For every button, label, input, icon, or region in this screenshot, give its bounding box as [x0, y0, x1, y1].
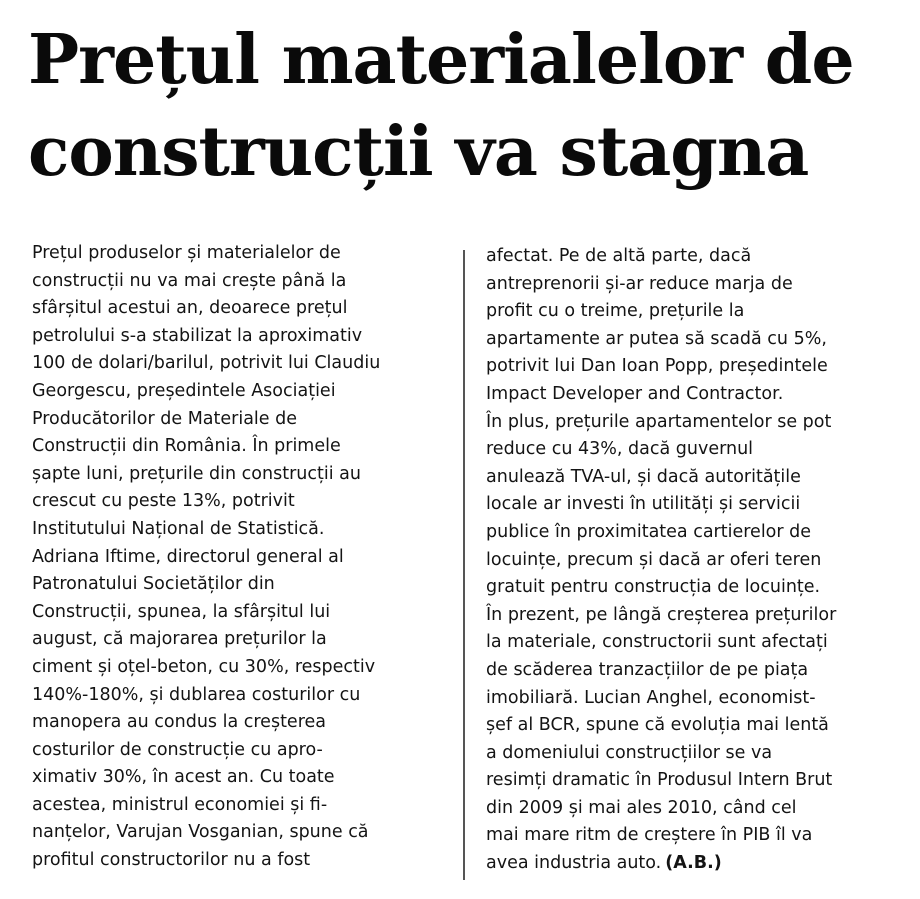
text-line: august, că majorarea prețurilor la: [32, 629, 327, 650]
text-line: publice în proximitatea cartierelor de: [486, 521, 812, 542]
text-line: acestea, ministrul economiei și fi-: [32, 794, 328, 815]
text-line: 140%-180%, și dublarea costurilor cu: [32, 684, 361, 705]
text-line: petrolului s-a stabilizat la aproximativ: [32, 325, 363, 346]
author-byline: (A.B.): [665, 853, 722, 874]
text-line: În plus, prețurile apartamentelor se pot: [486, 411, 832, 432]
text-line: Construcții din România. În primele: [32, 436, 341, 457]
text-line: anulează TVA-ul, și dacă autoritățile: [486, 466, 801, 487]
text-line: antreprenorii și-ar reduce marja de: [486, 273, 793, 294]
text-line: a domeniului construcțiilor se va: [486, 742, 773, 763]
text-line: ciment și oțel-beton, cu 30%, respectiv: [32, 656, 376, 677]
text-line: potrivit lui Dan Ioan Popp, președintele: [486, 356, 828, 377]
text-line: afectat. Pe de altă parte, dacă: [486, 246, 752, 266]
text-line: din 2009 și mai ales 2010, când cel: [486, 797, 797, 818]
text-line: Prețul produselor și materialelor de: [32, 243, 341, 263]
text-line: Construcții, spunea, la sfârșitul lui: [32, 601, 331, 622]
article-column-right: [486, 243, 906, 878]
text-line: mai mare ritm de creștere în PIB îl va: [486, 825, 813, 846]
text-line-last: [486, 850, 906, 878]
text-line: manopera au condus la creșterea: [32, 712, 326, 733]
text-line: locuințe, precum și dacă ar oferi teren: [486, 549, 822, 570]
text-line: apartamente ar putea să scadă cu 5%,: [486, 328, 827, 349]
text-line: resimți dramatic în Produsul Intern Brut: [486, 770, 833, 791]
text-line: șapte luni, prețurile din construcții au: [32, 463, 361, 484]
text-line: gratuit pentru construcția de locuințe.: [486, 577, 821, 598]
text-line: Impact Developer and Contractor.: [486, 383, 784, 404]
text-line: locale ar investi în utilități și servicii: [486, 494, 801, 515]
headline-line-1: Prețul materialelor de: [28, 20, 854, 100]
text-line: Georgescu, președintele Asociației: [32, 380, 336, 401]
text-line: Producătorilor de Materiale de: [32, 408, 297, 429]
headline: [28, 14, 908, 198]
text-line: avea industria auto.: [486, 853, 662, 874]
text-line: profit cu o treime, prețurile la: [486, 301, 745, 322]
text-line: Adriana Iftime, directorul general al: [32, 546, 344, 567]
text-line: costurilor de construcție cu apro-: [32, 739, 323, 760]
column-divider: [463, 250, 465, 880]
text-line: sfârșitul acestui an, deoarece prețul: [32, 298, 348, 319]
headline-line-2: construcții va stagna: [28, 112, 809, 192]
text-line: Patronatului Societăților din: [32, 574, 275, 595]
text-line: șef al BCR, spune că evoluția mai lentă: [486, 715, 829, 736]
text-line: În prezent, pe lângă creșterea prețurilor: [486, 604, 837, 625]
text-line: ximativ 30%, în acest an. Cu toate: [32, 767, 335, 788]
text-line: la materiale, constructorii sunt afectați: [486, 632, 828, 653]
text-line: nanțelor, Varujan Vosganian, spune că: [32, 822, 369, 843]
article-column-left: [32, 240, 452, 875]
text-line: Institutului Național de Statistică.: [32, 518, 325, 539]
text-line: profitul constructorilor nu a fost: [32, 850, 311, 871]
text-line: crescut cu peste 13%, potrivit: [32, 491, 295, 512]
text-line: construcții nu va mai crește până la: [32, 270, 347, 291]
text-line: imobiliară. Lucian Anghel, economist-: [486, 687, 816, 708]
text-line: de scăderea tranzacțiilor de pe piața: [486, 659, 809, 680]
text-line: 100 de dolari/barilul, potrivit lui Claudiu: [32, 353, 381, 374]
text-line: reduce cu 43%, dacă guvernul: [486, 439, 754, 460]
